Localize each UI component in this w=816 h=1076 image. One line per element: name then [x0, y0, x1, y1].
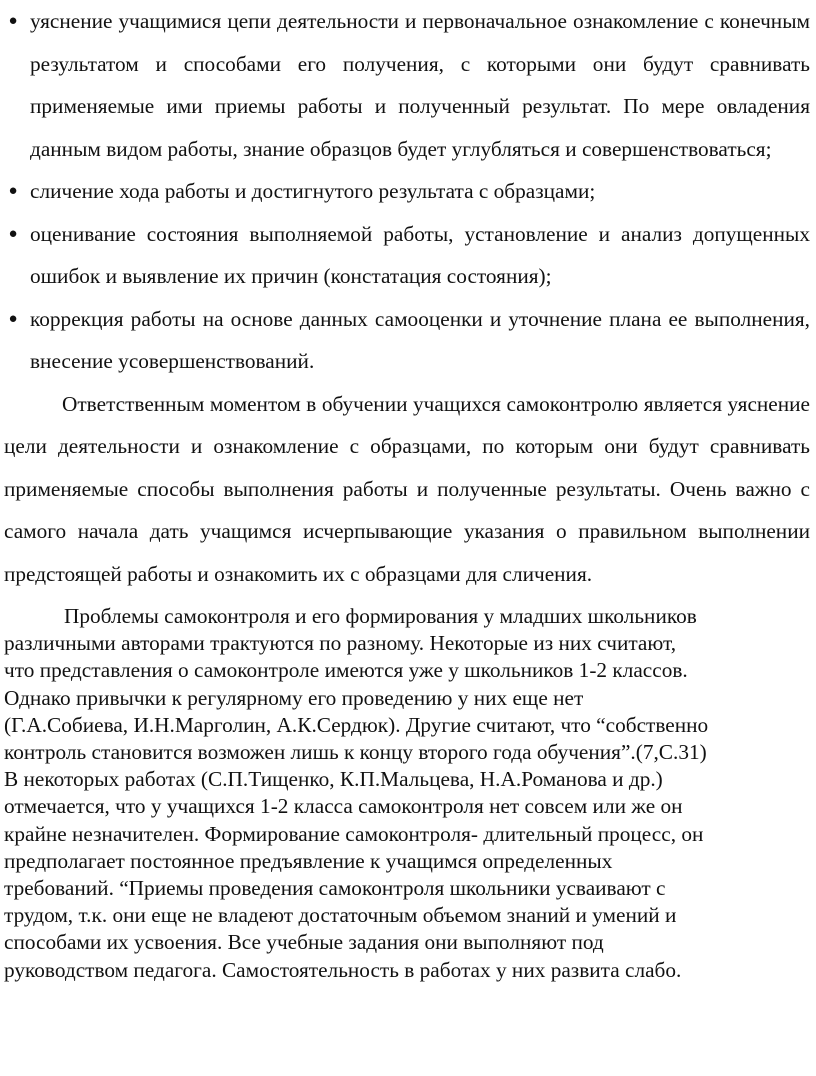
text-line: трудом, т.к. они еще не владеют достаточным объемом знаний и умений и [4, 903, 677, 928]
bullet-item [4, 170, 810, 213]
bullet-icon: ● [8, 183, 18, 199]
paragraph-self-control-importance: Ответственным моментом в обучении учащихся самоконтролю является уяснение цели деятельности и ознакомление с образцами, по которым они будут сравнивать применяемые способы выполнения работы и полученные результаты. Очень важно с самого начала дать учащимся исчерпывающие указания о правильном выполнении предстоящей работы и ознакомить их с образцами для сличения. [4, 391, 810, 586]
text-line: что представления о самоконтроле имеются уже у школьников 1-2 классов. [4, 658, 688, 683]
text-line: Однако привычки к регулярному его проведению у них еще нет [4, 685, 584, 710]
text-line: (Г.А.Собиева, И.Н.Марголин, А.К.Сердюк). Другие считают, что “собственно [4, 712, 709, 737]
bullet-item [4, 0, 810, 170]
bullet-item [4, 298, 810, 383]
bullet-item [4, 213, 810, 298]
text-line: руководством педагога. Самостоятельность в работах у них развита слабо. [4, 957, 682, 982]
text-line: различными авторами трактуются по разному. Некоторые из них считают, [4, 631, 677, 656]
paragraph-self-control-problems [4, 603, 810, 984]
bullet-icon: ● [8, 310, 18, 327]
bullet-list [4, 0, 810, 383]
text-line: крайне незначителен. Формирование самоконтроля- длительный процесс, он [4, 821, 704, 846]
bullet-icon: ● [8, 13, 18, 29]
bullet-text: уяснение учащимися цепи деятельности и первоначальное ознакомление с конечным результатом и способами его получения, с которыми они будут сравнивать применяемые ими приемы работы и полученный результат. По мере овладения данным видом работы, знание образцов будет углубляться и совершенствоваться; [30, 9, 810, 161]
text-line: предполагает постоянное предъявление к учащимся определенных [4, 848, 613, 873]
text-line: способами их усвоения. Все учебные задания они выполняют под [4, 930, 604, 955]
bullet-text: оценивание состояния выполняемой работы, установление и анализ допущенных ошибок и выявление их причин (констатация состояния); [30, 221, 810, 288]
bullet-text: коррекция работы на основе данных самооценки и уточнение плана ее выполнения, внесение усовершенствований. [30, 306, 810, 373]
text-line: В некоторых работах (С.П.Тищенко, К.П.Мальцева, Н.А.Романова и др.) [4, 767, 663, 792]
bullet-text: сличение хода работы и достигнутого результата с образцами; [30, 179, 596, 203]
text-line: Проблемы самоконтроля и его формирования у младших школьников [64, 604, 697, 628]
text-line: отмечается, что у учащихся 1-2 класса самоконтроля нет совсем или же он [4, 794, 683, 819]
text-line: требований. “Приемы проведения самоконтроля школьники усваивают с [4, 876, 666, 901]
bullet-icon: ● [8, 225, 18, 242]
text-line: контроль становится возможен лишь к концу второго года обучения”.(7,С.31) [4, 740, 707, 765]
